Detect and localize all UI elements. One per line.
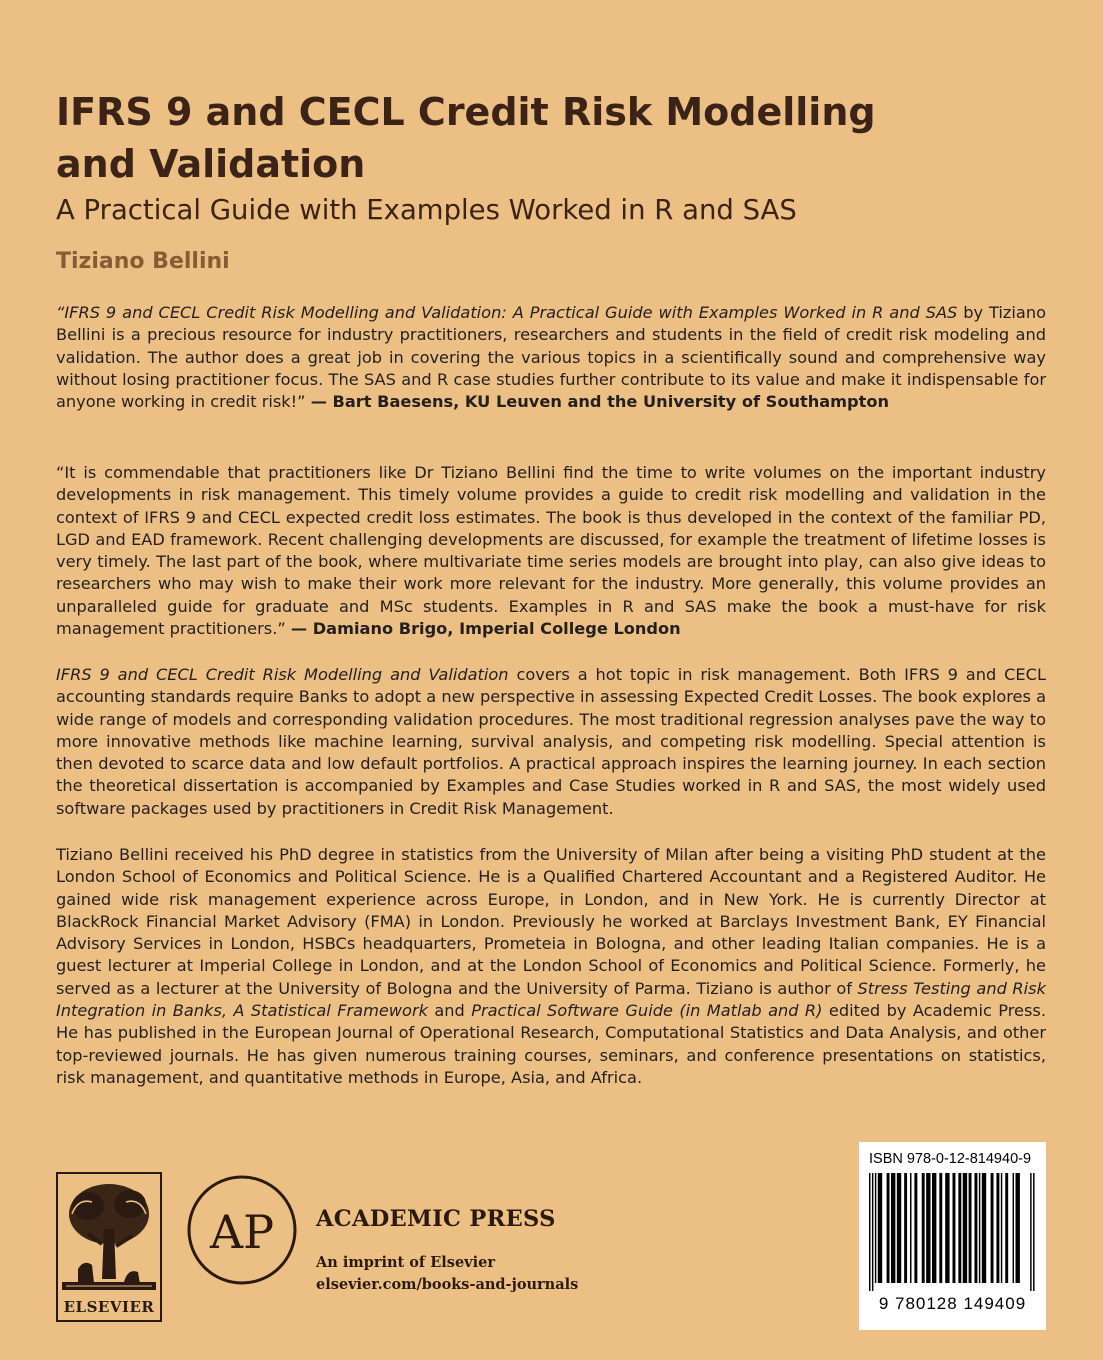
barcode-bar [869,1173,870,1291]
publisher-url[interactable]: elsevier.com/books-and-journals [316,1276,579,1293]
bio-text-2: edited by Academic Press. He has published in the European Journal of Operational Research, Computational Statistics and Data Analysis, and other top-reviewed journals. He has given numerous training courses, seminars, and conference presentations on statistics, risk management, and quantitative methods in Europe, Asia, and Africa. [56,1001,1046,1087]
review-attribution: — Bart Baesens, KU Leuven and the University of Southampton [310,392,889,412]
barcode-bar [1005,1173,1008,1283]
barcode-bar [1030,1173,1031,1291]
barcode-bar [878,1173,882,1283]
barcode-bar [982,1173,986,1283]
barcode-bar [979,1173,980,1283]
barcode-digits: 9 780128 149409 [878,1294,1027,1313]
barcode-bar [969,1173,972,1283]
barcode-bar [945,1173,949,1283]
barcode-bar [963,1173,967,1283]
isbn-label: ISBN 978-0-12-814940-9 [869,1151,1032,1167]
book-author: Tiziano Bellini [56,249,230,274]
description-text: covers a hot topic in risk management. Both IFRS 9 and CECL accounting standards require Banks to adopt a new perspective in assessing Expected Credit Losses. The book explores a wide range of models and corresponding validation procedures. The most traditional regression analyses pave the way to more innovative methods like machine learning, survival analysis, and competing risk modelling. Special attention is then devoted to scarce data and low default portfolios. A practical approach inspires the learning journey. In each section the theoretical dissertation is accompanied by Examples and Case Studies worked in R and SAS, the most widely used software packages used by practitioners in Credit Risk Management. [56,665,1046,818]
barcode-bar [939,1173,942,1283]
review-text: “It is commendable that practitioners like Dr Tiziano Bellini find the time to write volumes on the important industry developments in risk management. This timely volume provides a guide to credit risk modelling and validation in the context of IFRS 9 and CECL expected credit loss estimates. The book is thus developed in the context of the familiar PD, LGD and EAD framework. Recent challenging developments are discussed, for example the treatment of lifetime losses is very timely. The last part of the book, where multivariate time series models are brought into play, can also give ideas to researchers who may wish to make their work more relevant for the industry. More generally, this volume provides an unparalleled guide for graduate and MSc students. Examples in R and SAS make the book a must-have for risk management practitioners.” [56,463,1046,639]
isbn-barcode [859,1142,1046,1330]
barcode-bar [897,1173,901,1283]
publisher-name: ACADEMIC PRESS [316,1206,556,1232]
publisher-block [316,1204,578,1296]
elsevier-tree-icon [58,1174,160,1298]
barcode-bar [953,1173,956,1283]
bio-and: and [427,1001,472,1021]
barcode-bar [926,1173,930,1283]
ap-monogram-text: AP [209,1205,275,1259]
publisher-imprint: An imprint of Elsevier [316,1254,495,1271]
review-quoted-title: “IFRS 9 and CECL Credit Risk Modelling and Validation: A Practical Guide with Examples Worked in R and SAS [56,303,958,322]
review-baesens [56,302,1046,413]
book-subtitle: A Practical Guide with Examples Worked in R and SAS [56,194,797,226]
barcode-bar [1013,1173,1014,1283]
barcode-bar [922,1173,925,1283]
barcode-bar [872,1173,873,1291]
academic-press-monogram-icon [186,1174,298,1286]
elsevier-wordmark: ELSEVIER [63,1298,155,1316]
barcode-bar [887,1173,890,1283]
elsevier-logo [56,1172,162,1322]
barcode-bar [932,1173,936,1283]
author-bio [56,844,1046,1089]
review-brigo [56,462,1046,640]
barcode-bar [958,1173,961,1283]
barcode-bar [1015,1173,1019,1283]
bio-book-2: Practical Software Guide (in Matlab and R) [471,1001,823,1021]
review-attribution: — Damiano Brigo, Imperial College London [290,619,681,639]
barcode-bars [869,1173,1036,1291]
review-text: by Tiziano Bellini is a precious resource for industry practitioners, researchers and students in the field of credit risk modeling and validation. The author does a great job in covering the various topics in a scientifically sound and comprehensive way without losing practitioner focus. The SAS and R case studies further contribute to its value and make it indispensable for anyone working in credit risk!” [56,303,1046,412]
barcode-bar [991,1173,994,1283]
barcode-bar [910,1173,911,1283]
barcode-bar [875,1173,876,1283]
bio-book-1: Stress Testing and Risk Integration in Banks, A Statistical Framework [56,978,1046,1021]
barcode-bar [1001,1173,1002,1283]
barcode-bar [904,1173,907,1283]
book-description [56,664,1046,820]
book-title: IFRS 9 and CECL Credit Risk Modelling and Validation [56,90,876,186]
bio-text-1: Tiziano Bellini received his PhD degree in statistics from the University of Milan after being a visiting PhD student at the London School of Economics and Political Science. He is a Qualified Chartered Accountant and a Registered Auditor. He gained wide risk management experience across Europe, in London, and in New York. He is currently Director at BlackRock Financial Market Advisory (FMA) in London. Previously he worked at Barclays Investment Bank, EY Financial Advisory Services in London, HSBCs headquarters, Prometeia in Bologna, and other leading Italian companies. He is a guest lecturer at Imperial College in London, and at the London School of Economics and Political Science. Formerly, he served as a lecturer at the University of Bologna and the University of Parma. Tiziano is author of [56,845,1046,998]
barcode-bar [914,1173,917,1283]
barcode-bar [996,1173,999,1283]
barcode-bar [974,1173,977,1283]
barcode-bar [891,1173,895,1283]
description-title: IFRS 9 and CECL Credit Risk Modelling and Validation [56,665,509,684]
barcode-bar [1033,1173,1034,1291]
